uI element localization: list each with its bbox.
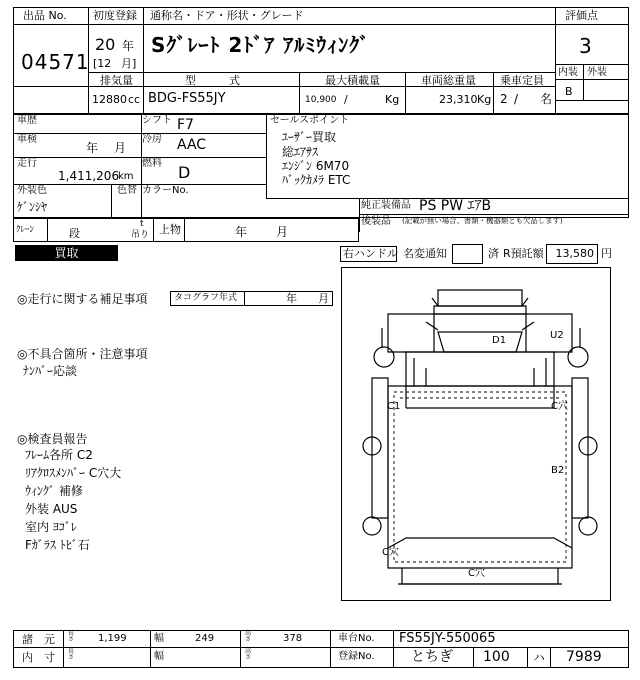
upper-year: 年 bbox=[235, 225, 248, 239]
inner-length-label: 長さ bbox=[67, 648, 74, 661]
rating-label: 評価点 bbox=[565, 9, 598, 22]
crane-ton: t bbox=[140, 219, 144, 229]
cargo-box bbox=[388, 386, 572, 568]
recycle-label: R預託額 bbox=[503, 247, 544, 260]
max-load-label: 最大積載量 bbox=[325, 74, 380, 87]
history-label: 車歴 bbox=[17, 115, 37, 126]
color-no-label: カラーNo. bbox=[142, 185, 189, 196]
damage-label-c-hole-bottom: C穴 bbox=[468, 568, 485, 579]
upper-month: 月 bbox=[276, 225, 289, 239]
model-code: BDG-FS55JY bbox=[148, 91, 226, 106]
length-value: 1,199 bbox=[98, 633, 127, 644]
height-label: 高さ bbox=[244, 630, 251, 643]
crane-label: ｸﾚｰﾝ bbox=[16, 225, 35, 235]
inspection-year: 年 bbox=[86, 141, 99, 155]
model-label: 型 式 bbox=[185, 74, 240, 87]
inspector-note-5: 室内 ﾖｺﾞﾚ bbox=[25, 520, 77, 534]
max-load-slash: / bbox=[344, 93, 348, 106]
cab-front bbox=[406, 352, 554, 386]
ac-value: AAC bbox=[177, 137, 207, 153]
score: 3 bbox=[579, 34, 592, 58]
sales-point-2: 総ｴｱｻｽ bbox=[282, 145, 319, 159]
inspection-month: 月 bbox=[114, 141, 127, 155]
chassis-label: 車台No. bbox=[338, 633, 375, 644]
sales-point-3: ｴﾝｼﾞﾝ 6M70 bbox=[282, 159, 350, 173]
gvw-label: 車両総重量 bbox=[421, 74, 476, 87]
left-rail bbox=[372, 378, 388, 518]
inspector-title: ◎検査員報告 bbox=[17, 432, 88, 446]
crane-hang: 吊り bbox=[131, 230, 150, 240]
recycle-amount: 13,580 bbox=[546, 244, 598, 264]
capacity-value: 2 bbox=[500, 92, 508, 106]
inspector-note-2: ﾘｱｸﾛｽﾒﾝﾊﾞｰ C穴大 bbox=[25, 466, 122, 480]
length-label: 長さ bbox=[67, 630, 74, 643]
reg-kana: ハ bbox=[533, 651, 546, 665]
yen-unit: 円 bbox=[601, 247, 612, 260]
mileage-value: 1,411,206 bbox=[58, 169, 120, 183]
chassis-number: FS55JY-550065 bbox=[399, 631, 496, 646]
buy-badge: 買取 bbox=[15, 245, 118, 261]
rear-right-wheel-2 bbox=[579, 517, 597, 535]
inspector-note-3: ｳｨﾝｸﾞ 補修 bbox=[25, 484, 83, 498]
damage-label-d1: D1 bbox=[492, 335, 507, 346]
inner-height-label: 高さ bbox=[244, 648, 251, 661]
color-value: ｹﾞﾝｼﾔ bbox=[17, 200, 48, 214]
year-unit: 年 bbox=[122, 39, 135, 53]
inspection-label: 車検 bbox=[17, 134, 37, 145]
vehicle-title: Sｸﾞﾚｰﾄ 2ﾄﾞｱ ｱﾙﾐｳｨﾝｸﾞ bbox=[151, 33, 371, 57]
exterior-label: 外装 bbox=[587, 67, 607, 78]
damage-label-c-hole-right: C穴 bbox=[551, 401, 568, 412]
height-value: 378 bbox=[283, 633, 303, 644]
first-reg-label: 初度登録 bbox=[93, 9, 137, 22]
inner-width-label: 幅 bbox=[154, 651, 164, 662]
equip-value: PS PW ｴｱB bbox=[419, 198, 492, 214]
aftermarket-label: 後装品 bbox=[361, 216, 391, 227]
damage-diagram bbox=[341, 267, 611, 601]
steering-box: 右ハンドル bbox=[340, 246, 397, 262]
kg-unit: Kg bbox=[385, 93, 400, 106]
damage-label-c-hole-left: C穴 bbox=[382, 547, 399, 558]
name-change-box bbox=[452, 244, 483, 264]
reg-number: 7989 bbox=[566, 649, 602, 665]
reg-class: 100 bbox=[483, 649, 510, 665]
cc-unit: cc bbox=[128, 93, 141, 106]
mileage-label: 走行 bbox=[17, 158, 37, 169]
interior-label: 内装 bbox=[558, 67, 578, 78]
sales-point-4: ﾊﾞｯｸｶﾒﾗ ETC bbox=[282, 173, 351, 187]
lot-number: 04571 bbox=[21, 50, 90, 74]
first-reg-month: [12 bbox=[93, 57, 112, 70]
damage-label-c1: C1 bbox=[387, 401, 401, 412]
reg-label: 登録No. bbox=[338, 651, 375, 662]
inspector-note-4: 外装 AUS bbox=[25, 502, 78, 516]
defects-title: ◎不具合箇所・注意事項 bbox=[17, 347, 148, 361]
name-change-label: 名変通知 bbox=[403, 247, 447, 260]
shift-label: シフト bbox=[142, 115, 172, 126]
width-value: 249 bbox=[195, 633, 215, 644]
right-rail bbox=[572, 378, 588, 518]
gvw-kg: Kg bbox=[477, 93, 492, 106]
damage-label-u2: U2 bbox=[550, 330, 564, 341]
tacho-month: 月 bbox=[318, 292, 329, 305]
crane-stage: 段 bbox=[69, 227, 80, 240]
ac-label: 冷房 bbox=[142, 134, 162, 145]
sales-points-label: セールスポイント bbox=[270, 115, 350, 126]
cab-roof-rim bbox=[434, 306, 526, 314]
damage-label-b2: B2 bbox=[551, 465, 565, 476]
tacho-label: タコグラフ年式 bbox=[174, 293, 238, 303]
defect-1: ﾅﾝﾊﾞｰ応談 bbox=[23, 364, 78, 378]
color-label: 外装色 bbox=[17, 185, 47, 196]
max-load-value: 10,900 bbox=[305, 95, 337, 105]
reg-region: とちぎ bbox=[411, 649, 453, 665]
front-left-wheel bbox=[374, 347, 394, 367]
shift-value: F7 bbox=[177, 117, 194, 133]
crane-row bbox=[13, 218, 359, 242]
mileage-unit: km bbox=[118, 171, 134, 182]
upper-label: 上物 bbox=[159, 223, 181, 236]
width-label: 幅 bbox=[154, 633, 164, 644]
tacho-year: 年 bbox=[286, 292, 297, 305]
cab-body bbox=[388, 314, 572, 352]
model-grade-label: 通称名・ドア・形状・グレード bbox=[150, 9, 304, 22]
aftermarket-note: (記載が無い場合、書類・機器類とも欠品します) bbox=[402, 217, 563, 226]
displacement-label: 排気量 bbox=[100, 74, 133, 87]
inner-dims-label: 内 寸 bbox=[22, 651, 55, 664]
front-right-wheel bbox=[568, 347, 588, 367]
cab-roof bbox=[438, 290, 522, 306]
rear-left-wheel-2 bbox=[363, 517, 381, 535]
running-notes-title: ◎走行に関する補足事項 bbox=[17, 292, 148, 306]
interior-grade: B bbox=[565, 85, 573, 98]
capacity-slash: / bbox=[514, 92, 519, 106]
windshield bbox=[438, 332, 522, 352]
gvw-value: 23,310 bbox=[439, 93, 478, 106]
lot-label: 出品 No. bbox=[23, 9, 67, 22]
fuel-label: 燃料 bbox=[142, 158, 162, 169]
fuel-value: D bbox=[178, 163, 191, 182]
inspector-note-1: ﾌﾚｰﾑ各所 C2 bbox=[25, 448, 93, 462]
recycle-done: 済 bbox=[488, 247, 499, 260]
inspector-note-6: Fｶﾞﾗｽ ﾄﾋﾞ石 bbox=[25, 538, 90, 552]
color-change-label: 色替 bbox=[117, 185, 137, 196]
capacity-label: 乗車定員 bbox=[500, 74, 544, 87]
displacement-value: 12880 bbox=[92, 93, 127, 106]
dims-label: 諸 元 bbox=[22, 633, 55, 646]
month-unit: 月] bbox=[121, 57, 137, 70]
first-reg-year: 20 bbox=[95, 35, 116, 54]
sales-point-1: ﾕｰｻﾞｰ買取 bbox=[282, 130, 337, 144]
equip-label: 純正装備品 bbox=[361, 200, 411, 211]
capacity-unit: 名 bbox=[540, 92, 553, 106]
